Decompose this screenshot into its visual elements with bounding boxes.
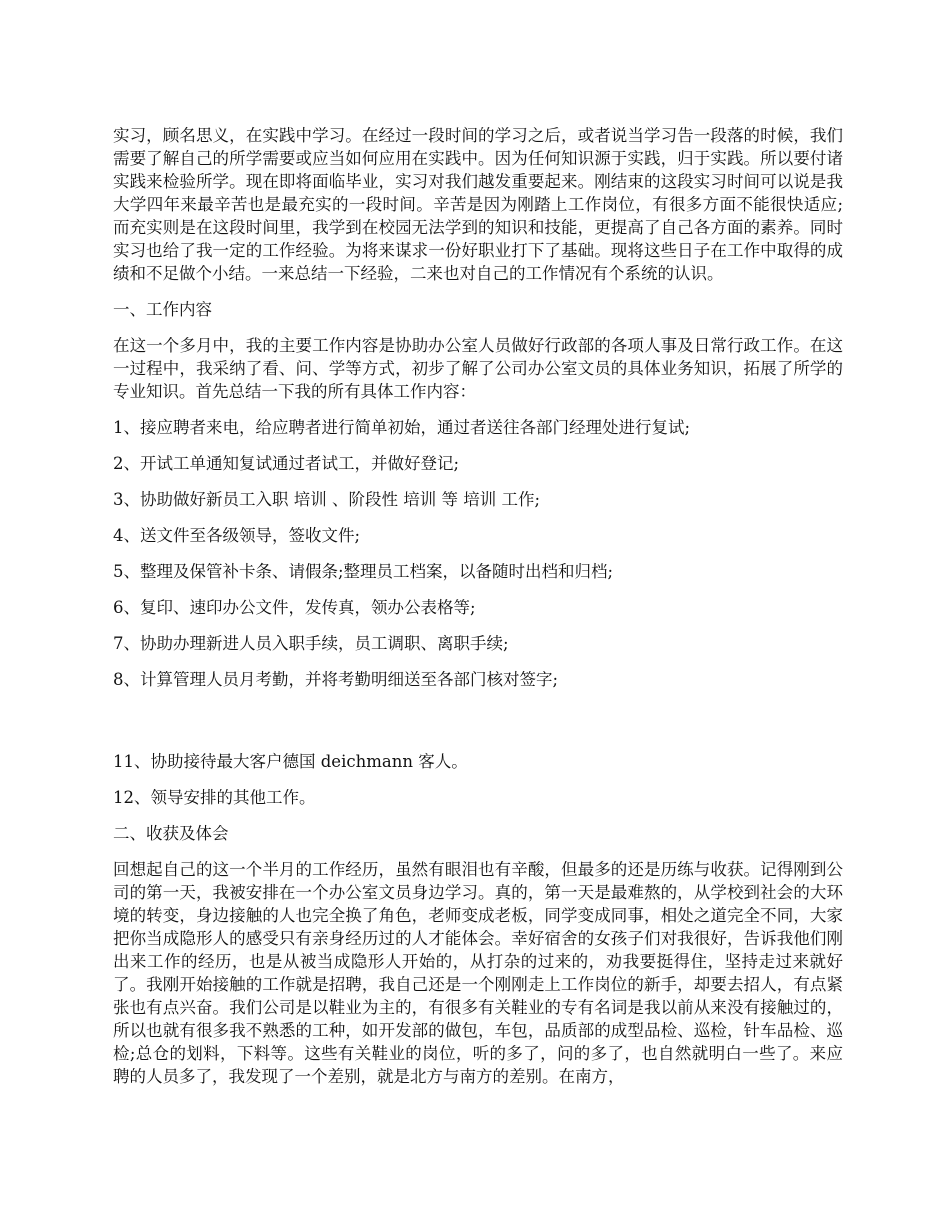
list-item: 5、整理及保管补卡条、请假条;整理员工档案，以备随时出档和归档; xyxy=(113,562,614,581)
list-item: 12、领导安排的其他工作。 xyxy=(113,788,316,807)
list-item: 6、复印、速印办公文件，发传真，领办公表格等; xyxy=(113,598,476,617)
section-heading-gains: 二、收获及体会 xyxy=(113,824,229,843)
list-item: 2、开试工单通知复试通过者试工，并做好登记; xyxy=(113,454,460,473)
list-item: 4、送文件至各级领导，签收文件; xyxy=(113,526,361,545)
list-item: 11、协助接待最大客户德国 deichmann 客人。 xyxy=(113,752,468,771)
list-item: 3、协助做好新员工入职 培训 、阶段性 培训 等 培训 工作; xyxy=(113,490,541,509)
section1-intro-paragraph: 在这一个多月中，我的主要工作内容是协助办公室人员做好行政部的各项人事及日常行政工作。在这一过程中，我采纳了看、问、学等方式，初步了解了公司办公室文员的具体业务知识，拓展了所学的专业知识。首先总结一下我的所有具体工作内容： xyxy=(113,336,843,401)
intro-paragraph: 实习，顾名思义，在实践中学习。在经过一段时间的学习之后，或者说当学习告一段落的时候，我们需要了解自己的所学需要或应当如何应用在实践中。因为任何知识源于实践，归于实践。所以要付诸实践来检验所学。现在即将面临毕业，实习对我们越发重要起来。刚结束的这段实习时间可以说是我大学四年来最辛苦也是最充实的一段时间。辛苦是因为刚踏上工作岗位，有很多方面不能很快适应;而充实则是在这段时间里，我学到在校园无法学到的知识和技能，更提高了自己各方面的素养。同时实习也给了我一定的工作经验。为将来谋求一份好职业打下了基础。现将这些日子在工作中取得的成绩和不足做个小结。一来总结一下经验，二来也对自己的工作情况有个系统的认识。 xyxy=(113,126,843,283)
list-item: 8、计算管理人员月考勤，并将考勤明细送至各部门核对签字; xyxy=(113,670,559,689)
section-heading-work-content: 一、工作内容 xyxy=(113,300,212,319)
section2-body-paragraph: 回想起自己的这一个半月的工作经历，虽然有眼泪也有辛酸，但最多的还是历练与收获。记得刚到公司的第一天，我被安排在一个办公室文员身边学习。真的，第一天是最难熬的，从学校到社会的大环境的转变，身边接触的人也完全换了角色，老师变成老板，同学变成同事，相处之道完全不同，大家把你当成隐形人的感受只有亲身经历过的人才能体会。幸好宿舍的女孩子们对我很好，告诉我他们刚出来工作的经历，也是从被当成隐形人开始的，从打杂的过来的，劝我要挺得住，坚持走过来就好了。我刚开始接触的工作就是招聘，我自己还是一个刚刚走上工作岗位的新手，却要去招人，有点紧张也有点兴奋。我们公司是以鞋业为主的，有很多有关鞋业的专有名词是我以前从来没有接触过的，所以也就有很多我不熟悉的工种，如开发部的做包，车包，品质部的成型品检、巡检，针车品检、巡检;总仓的划料，下料等。这些有关鞋业的岗位，听的多了，问的多了，也自然就明白一些了。来应聘的人员多了，我发现了一个差别，就是北方与南方的差别。在南方， xyxy=(113,860,843,1086)
list-item: 1、接应聘者来电，给应聘者进行简单初始，通过者送往各部门经理处进行复试; xyxy=(113,418,691,437)
list-item: 7、协助办理新进人员入职手续，员工调职、离职手续; xyxy=(113,634,509,653)
document-page xyxy=(113,124,843,1088)
